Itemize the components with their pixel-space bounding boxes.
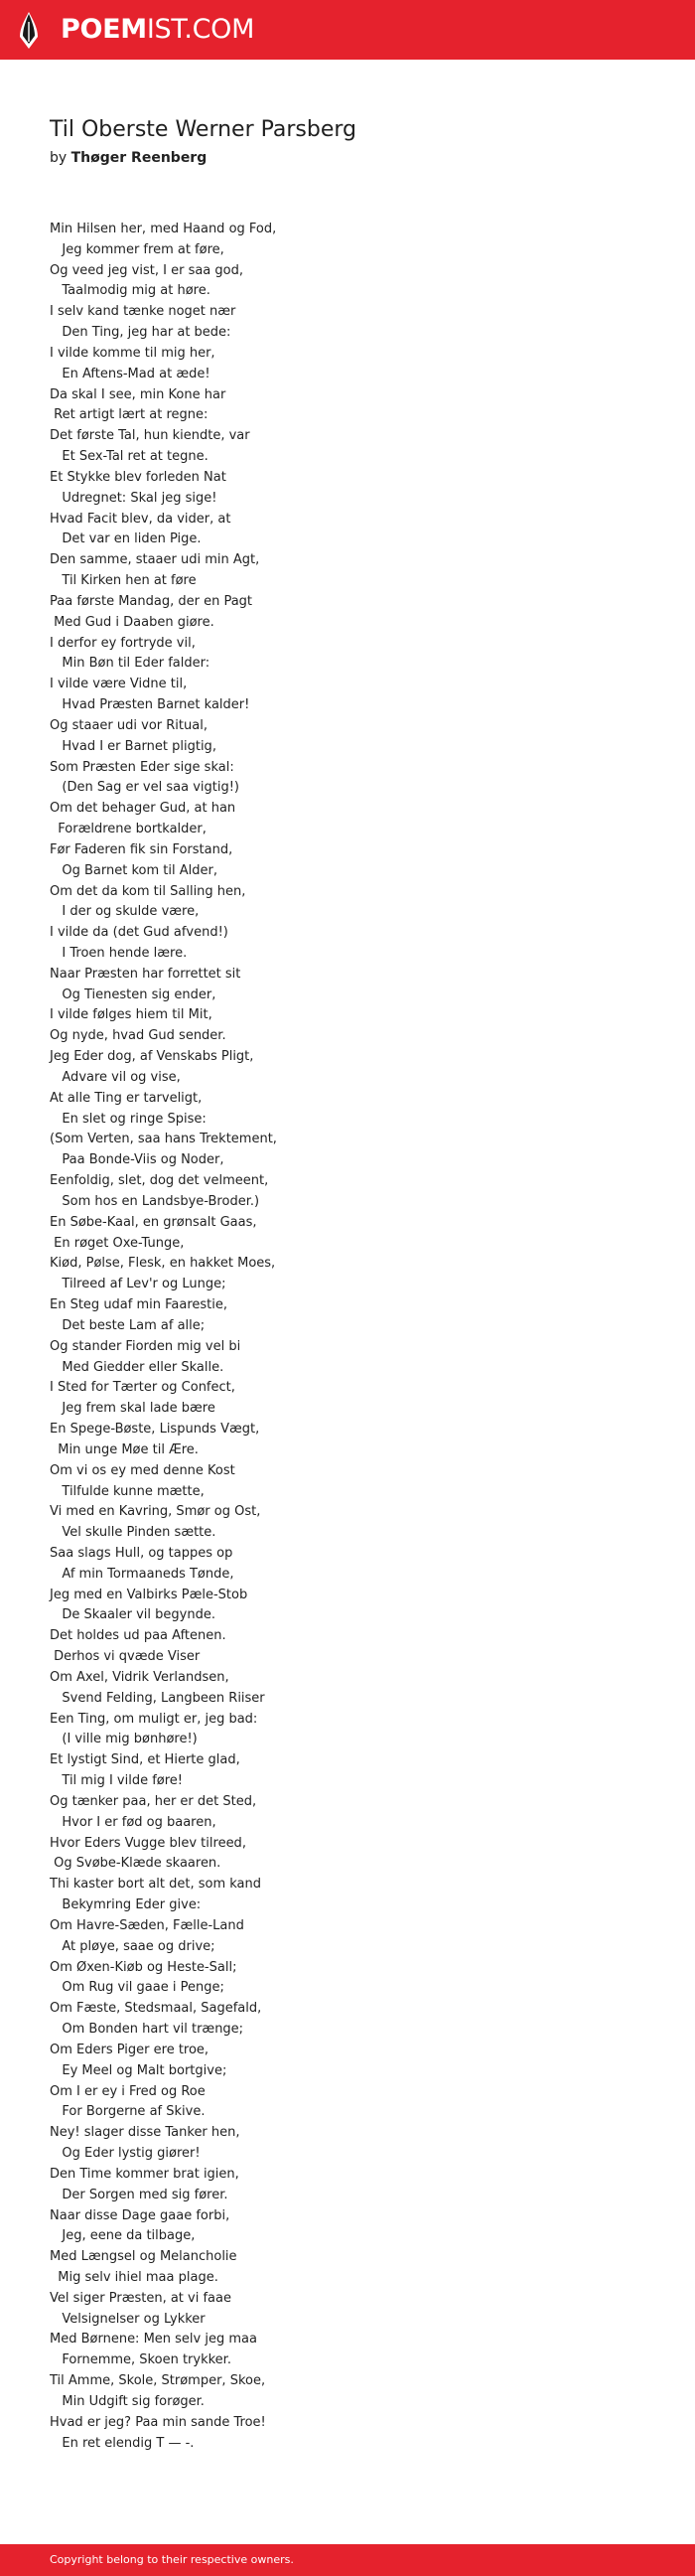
poem-line: Til mig I vilde føre! (50, 1773, 184, 1789)
poem-line: Med Længsel og Melancholie (50, 2249, 237, 2265)
poem-line: Med Giedder eller Skalle. (50, 1359, 224, 1375)
logo-light-text: IST.COM (146, 14, 255, 45)
poem-line: Om Eders Piger ere troe, (50, 2042, 209, 2057)
poem-line: Hvad Præsten Barnet kalder! (50, 697, 250, 713)
poem-line: Med Gud i Daaben giøre. (50, 614, 214, 630)
poem-line: Det var en liden Pige. (50, 531, 202, 547)
poem-line: Et Sex-Tal ret at tegne. (50, 449, 208, 465)
poem-line: I vilde da (det Gud afvend!) (50, 925, 228, 941)
poem-line: Tilreed af Lev'r og Lunge; (50, 1277, 226, 1292)
poem-line: Ney! slager disse Tanker hen, (50, 2125, 240, 2141)
poem-line: De Skaaler vil begynde. (50, 1607, 215, 1623)
poem-line: En slet og ringe Spise: (50, 1111, 207, 1127)
poem-line: Tilfulde kunne mætte, (50, 1483, 205, 1499)
poem-line: (Den Sag er vel saa vigtig!) (50, 780, 240, 796)
poem-line: Hvor Eders Vugge blev tilreed, (50, 1835, 246, 1851)
poem-line: Om Bonden hart vil trænge; (50, 2022, 244, 2038)
poem-line: Een Ting, om muligt er, jeg bad: (50, 1711, 258, 1727)
poem-line: Til Kirken hen at føre (50, 573, 197, 589)
poem-line: Hvad er jeg? Paa min sande Troe! (50, 2414, 266, 2430)
poem-line: Om Fæste, Stedsmaal, Sagefald, (50, 2001, 262, 2017)
poem-line: Kiød, Pølse, Flesk, en hakket Moes, (50, 1256, 276, 1272)
poem-line: Om det behager Gud, at han (50, 801, 236, 817)
poem-line: Vel skulle Pinden sætte. (50, 1525, 216, 1541)
poem-line: I vilde være Vidne til, (50, 677, 188, 692)
poem-line: Eenfoldig, slet, dog det velmeent, (50, 1173, 269, 1189)
poem-line: (I ville mig bønhøre!) (50, 1732, 198, 1747)
poem-line: Jeg frem skal lade bære (50, 1401, 215, 1417)
poem-line: Fornemme, Skoen trykker. (50, 2352, 231, 2368)
poem-line: Den Ting, jeg har at bede: (50, 325, 231, 341)
poem-line: Og stander Fiorden mig vel bi (50, 1338, 241, 1354)
poem-line: Det holdes ud paa Aftenen. (50, 1628, 226, 1644)
poem-line: Og tænker paa, her er det Sted, (50, 1793, 257, 1809)
poem-line: Hvad Facit blev, da vider, at (50, 511, 231, 527)
poem-line: Og staaer udi vor Ritual, (50, 717, 208, 733)
poem-line: En ret elendig T — -. (50, 2435, 195, 2451)
poem-line: Saa slags Hull, og tappes op (50, 1546, 233, 1561)
poem-line: Om det da kom til Salling hen, (50, 883, 246, 899)
poem-line: I Troen hende lære. (50, 945, 188, 961)
poem-line: Som Præsten Eder sige skal: (50, 759, 234, 775)
poem-line: (Som Verten, saa hans Trektement, (50, 1132, 277, 1147)
poem-line: Og nyde, hvad Gud sender. (50, 1028, 226, 1044)
poem-line: En røget Oxe-Tunge, (50, 1235, 185, 1251)
poem-line: En Aftens-Mad at æde! (50, 366, 210, 381)
poem-line: En Steg udaf min Faarestie, (50, 1297, 228, 1313)
poem-line: At pløye, saae og drive; (50, 1938, 215, 1954)
poem-line: En Spege-Bøste, Lispunds Vægt, (50, 1422, 260, 1438)
poem-line: Med Børnene: Men selv jeg maa (50, 2332, 257, 2348)
poem-line: Taalmodig mig at høre. (50, 283, 210, 299)
logo-bold-text: POEM (61, 14, 147, 45)
poem-line: Naar disse Dage gaae forbi, (50, 2207, 230, 2223)
poem-line: I Sted for Tærter og Confect, (50, 1380, 235, 1396)
poem-line: Ret artigt lært at regne: (50, 407, 208, 423)
poem-line: Og Svøbe-Klæde skaaren. (50, 1856, 221, 1872)
quill-pen-icon (17, 11, 41, 53)
poem-line: Om Axel, Vidrik Verlandsen, (50, 1669, 229, 1685)
poem-line: Advare vil og vise, (50, 1069, 181, 1085)
poem-line: Og Eder lystig giører! (50, 2146, 201, 2162)
poem-line: Ey Meel og Malt bortgive; (50, 2062, 227, 2078)
poem-line: En Søbe-Kaal, en grønsalt Gaas, (50, 1214, 257, 1230)
poem-line: Jeg, eene da tilbage, (50, 2228, 196, 2244)
poem-line: Derhos vi qvæde Viser (50, 1649, 201, 1665)
poem-line: Det første Tal, hun kiendte, var (50, 428, 250, 444)
poem-line: Vel siger Præsten, at vi faae (50, 2290, 231, 2306)
poem-line: Udregnet: Skal jeg sige! (50, 490, 217, 506)
poem-line: Det beste Lam af alle; (50, 1317, 206, 1333)
poem-line: Før Faderen fik sin Forstand, (50, 841, 233, 857)
site-logo (61, 13, 254, 47)
poem-line: I der og skulde være, (50, 904, 200, 920)
poem-line: Et Stykke blev forleden Nat (50, 469, 226, 485)
poem-line: Til Amme, Skole, Strømper, Skoe, (50, 2373, 266, 2389)
poem-line: Og Barnet kom til Alder, (50, 862, 217, 878)
poem-body (50, 220, 645, 2454)
poem-line: Jeg kommer frem at føre, (50, 241, 224, 257)
by-label: by (50, 150, 68, 166)
poem-line: Og veed jeg vist, I er saa god, (50, 262, 243, 278)
poem-line: Mig selv ihiel maa plage. (50, 2269, 218, 2285)
poem-line: Svend Felding, Langbeen Riiser (50, 1690, 265, 1706)
poem-line: I vilde komme til mig her, (50, 345, 215, 361)
poem-line: Hvor I er fød og baaren, (50, 1814, 216, 1830)
poem-line: At alle Ting er tarveligt, (50, 1090, 203, 1106)
poem-line: Et lystigt Sind, et Hierte glad, (50, 1752, 240, 1768)
poem-line: Og Tienesten sig ender, (50, 986, 216, 1002)
site-header (0, 0, 695, 60)
poem-line: Thi kaster bort alt det, som kand (50, 1877, 262, 1893)
poem-line: Jeg med en Valbirks Pæle-Stob (50, 1587, 248, 1602)
poem-line: Vi med en Kavring, Smør og Ost, (50, 1504, 261, 1520)
site-footer (0, 2544, 695, 2576)
poem-line: Den Time kommer brat igien, (50, 2166, 239, 2182)
author-link[interactable]: Thøger Reenberg (70, 150, 208, 166)
copyright-text: Copyright belong to their respective owners. (50, 2553, 294, 2566)
poem-line: Jeg Eder dog, af Venskabs Pligt, (50, 1049, 254, 1065)
poem-line: Som hos en Landsbye-Broder.) (50, 1193, 260, 1209)
poem-line: Om vi os ey med denne Kost (50, 1462, 235, 1478)
poem-line: Min Udgift sig forøger. (50, 2393, 205, 2409)
poem-line: I selv kand tænke noget nær (50, 304, 236, 320)
poem-line: Bekymring Eder give: (50, 1897, 202, 1913)
poem-line: Om Havre-Sæden, Fælle-Land (50, 1917, 244, 1933)
poem-line: Velsignelser og Lykker (50, 2311, 206, 2327)
poem-line: Om Øxen-Kiøb og Heste-Sall; (50, 1959, 237, 1975)
poem-line: Paa Bonde-Viis og Noder, (50, 1152, 224, 1168)
poem-line: I derfor ey fortryde vil, (50, 635, 196, 651)
poem-line: Af min Tormaaneds Tønde, (50, 1566, 234, 1582)
poem-line: Min Hilsen her, med Haand og Fod, (50, 222, 277, 236)
poem-line: For Borgerne af Skive. (50, 2104, 206, 2120)
poem-line: Om I er ey i Fred og Roe (50, 2083, 206, 2099)
poem-byline (50, 148, 207, 168)
poem-line: Forældrene bortkalder, (50, 822, 207, 837)
poem-line: Den samme, staaer udi min Agt, (50, 552, 260, 568)
poem-line: Der Sorgen med sig fører. (50, 2187, 228, 2202)
poem-line: Da skal I see, min Kone har (50, 386, 226, 402)
poem-line: Naar Præsten har forrettet sit (50, 966, 241, 982)
poem-line: Hvad I er Barnet pligtig, (50, 738, 216, 754)
poem-title: Til Oberste Werner Parsberg (50, 117, 357, 142)
poem-line: Min Bøn til Eder falder: (50, 656, 210, 672)
poem-line: Om Rug vil gaae i Penge; (50, 1980, 224, 1996)
poem-line: Paa første Mandag, der en Pagt (50, 593, 253, 609)
poem-line: Min unge Møe til Ære. (50, 1441, 199, 1457)
poem-line: I vilde følges hiem til Mit, (50, 1007, 212, 1023)
